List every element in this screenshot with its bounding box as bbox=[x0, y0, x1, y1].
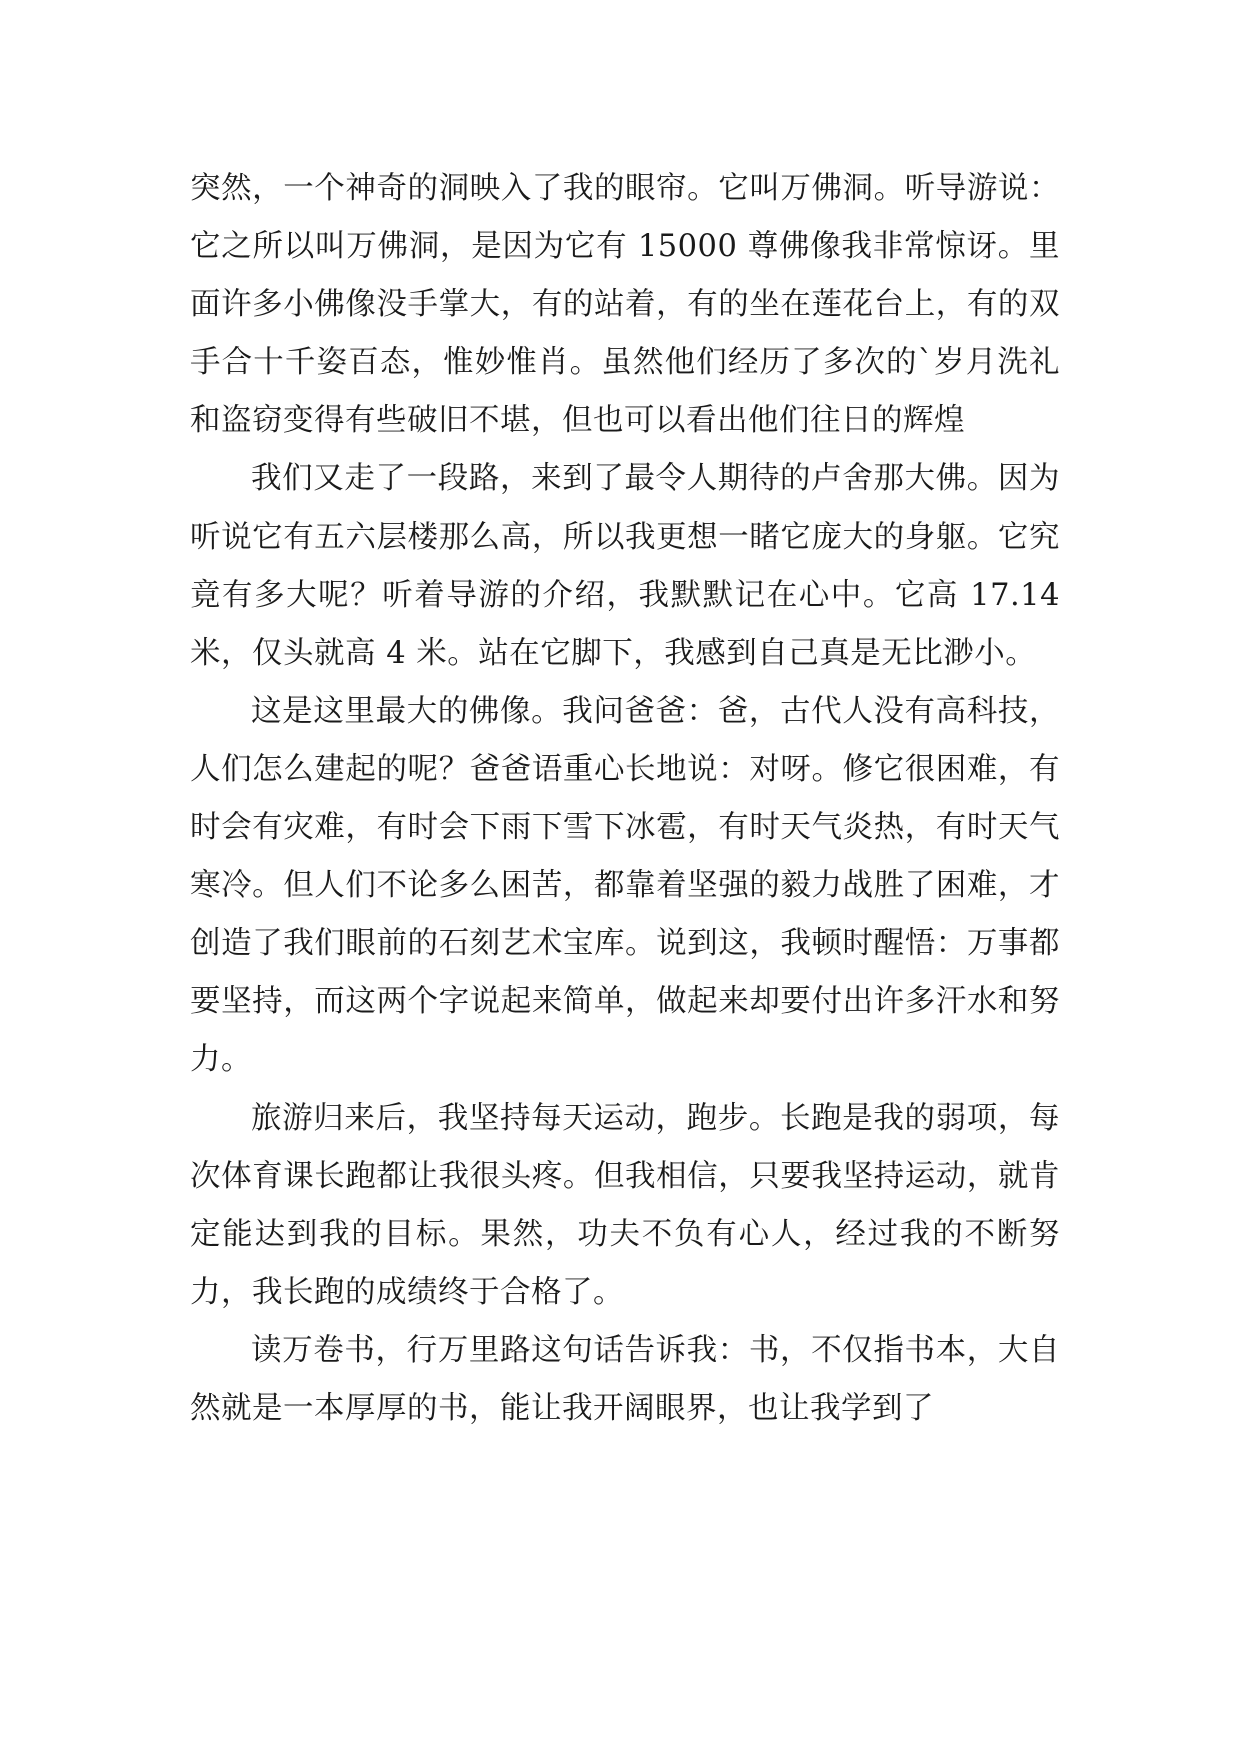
paragraph-conclusion: 读万卷书，行万里路这句话告诉我：书，不仅指书本，大自然就是一本厚厚的书，能让我开阔眼界，也让我学到了 bbox=[190, 1332, 1060, 1426]
paragraph-father-dialogue: 这是这里最大的佛像。我问爸爸：爸，古代人没有高科技，人们怎么建起的呢？爸爸语重心长地说：对呀。修它很困难，有时会有灾难，有时会下雨下雪下冰雹，有时天气炎热，有时天气寒冷。但人们不论多么困苦，都靠着坚强的毅力战胜了困难，才创造了我们眼前的石刻艺术宝库。说到这，我顿时醒悟：万事都要坚持，而这两个字说起来简单，做起来却要付出许多汗水和努力。 bbox=[190, 693, 1060, 1078]
paragraph-running: 旅游归来后，我坚持每天运动，跑步。长跑是我的弱项，每次体育课长跑都让我很头疼。但我相信，只要我坚持运动，就肯定能达到我的目标。果然，功夫不负有心人，经过我的不断努力，我长跑的成绩终于合格了。 bbox=[190, 1100, 1060, 1310]
paragraph-wanfo-cave: 突然，一个神奇的洞映入了我的眼帘。它叫万佛洞。听导游说：它之所以叫万佛洞，是因为它有 15000 尊佛像我非常惊讶。里面许多小佛像没手掌大，有的站着，有的坐在莲花台上，有的双手合十千姿百态，惟妙惟肖。虽然他们经历了多次的`岁月洗礼和盗窃变得有些破旧不堪，但也可以看出他们往日的辉煌 bbox=[190, 171, 1060, 439]
paragraph-lushena-buddha: 我们又走了一段路，来到了最令人期待的卢舍那大佛。因为听说它有五六层楼那么高，所以我更想一睹它庞大的身躯。它究竟有多大呢？听着导游的介绍，我默默记在心中。它高 17.14 米，仅头就高 4 米。站在它脚下，我感到自己真是无比渺小。 bbox=[190, 461, 1060, 671]
body-text bbox=[190, 160, 1060, 1438]
